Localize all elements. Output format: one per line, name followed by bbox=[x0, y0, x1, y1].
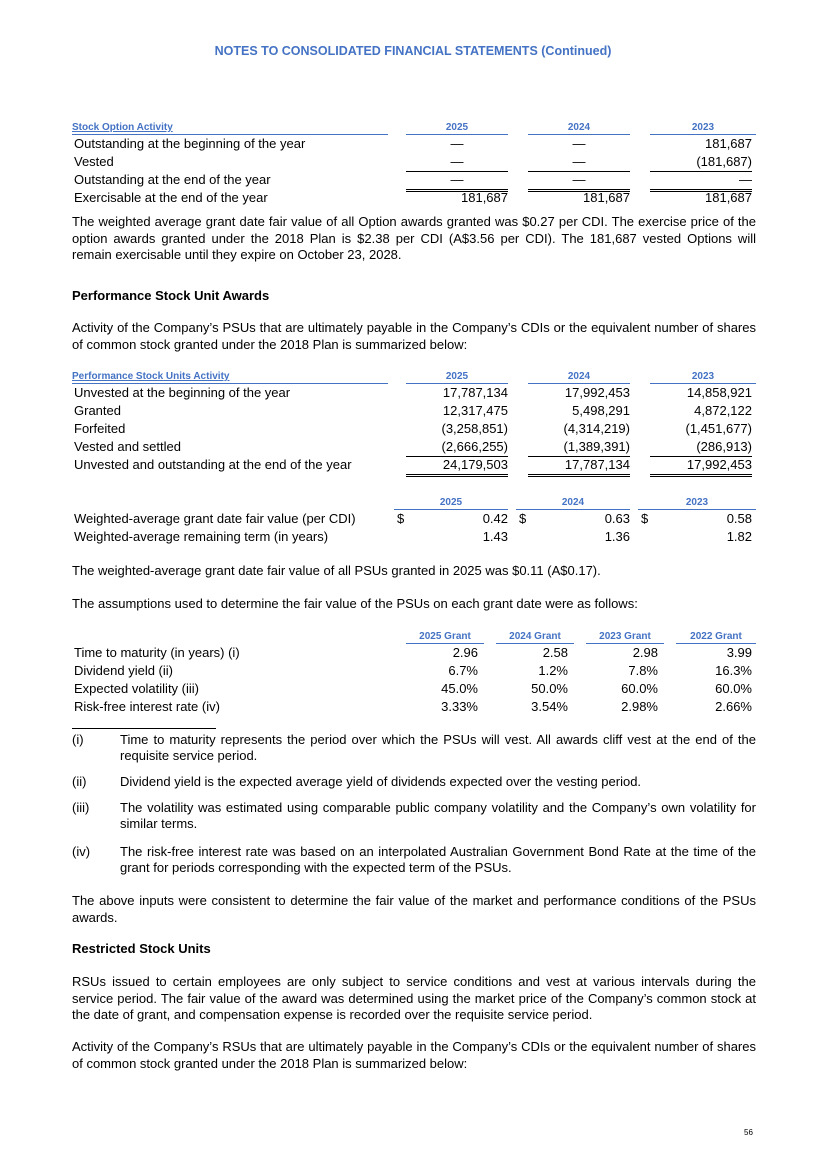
column-header: 2025 bbox=[394, 496, 508, 510]
assumptions-table bbox=[72, 630, 756, 716]
cell-value: 3.99 bbox=[726, 645, 752, 660]
table-row bbox=[72, 402, 756, 420]
column-header: 2024 bbox=[528, 121, 630, 135]
inputs-paragraph: The above inputs were consistent to determine the fair value of the market and performance conditions of the PSUs awards. bbox=[72, 893, 756, 925]
cell-value: 24,179,503 bbox=[406, 456, 508, 477]
cell-value: — bbox=[572, 136, 586, 151]
row-label: Expected volatility (iii) bbox=[74, 681, 199, 696]
row-label: Unvested and outstanding at the end of the year bbox=[74, 457, 352, 472]
cell-value: 0.58 bbox=[726, 511, 752, 526]
cell-value: 50.0% bbox=[531, 681, 568, 696]
row-label: Risk-free interest rate (iv) bbox=[74, 699, 220, 714]
cell-value: 1.36 bbox=[604, 529, 630, 544]
table-row bbox=[72, 680, 756, 698]
cell-value: 6.7% bbox=[448, 663, 478, 678]
row-label: Vested and settled bbox=[74, 439, 181, 454]
options-paragraph: The weighted average grant date fair value of all Option awards granted was $0.27 per CDI. The exercise price of the option awards granted under the 2018 Plan is $2.38 per CDI (A$3.56 per CDI). The 181,687 vested Options will remain exercisable until they expire on October 23, 2028. bbox=[72, 214, 756, 262]
cell-value: 16.3% bbox=[715, 663, 752, 678]
footnote-mark: (i) bbox=[72, 732, 84, 747]
cell-value: (4,314,219) bbox=[563, 421, 630, 436]
row-label: Outstanding at the beginning of the year bbox=[74, 136, 306, 151]
table-row bbox=[72, 510, 756, 528]
rsu-heading: Restricted Stock Units bbox=[72, 941, 211, 956]
currency-symbol: $ bbox=[641, 511, 649, 526]
page-header: NOTES TO CONSOLIDATED FINANCIAL STATEMENTS (Continued) bbox=[214, 44, 612, 58]
footnote-mark: (iv) bbox=[72, 844, 91, 859]
cell-value: 60.0% bbox=[621, 681, 658, 696]
cell-value: 1.2% bbox=[538, 663, 568, 678]
cell-value: 181,687 bbox=[583, 190, 630, 205]
row-label: Forfeited bbox=[74, 421, 126, 436]
cell-value: — bbox=[528, 153, 630, 172]
cell-value: 0.63 bbox=[604, 511, 630, 526]
table-title: Performance Stock Units Activity bbox=[72, 370, 388, 384]
table-header-row bbox=[72, 496, 756, 510]
table-row bbox=[72, 384, 756, 402]
rsu-paragraph-1: RSUs issued to certain employees are only subject to service conditions and vest at various intervals during the service period. The fair value of the award was determined using the market price of the Company’s common stock at the date of grant, and compensation expense is recorded over the requisite service period. bbox=[72, 974, 756, 1022]
table-row bbox=[72, 528, 756, 546]
currency-symbol: $ bbox=[397, 511, 405, 526]
cell-value: 17,992,453 bbox=[564, 385, 630, 400]
footnote-separator bbox=[72, 728, 216, 729]
cell-value: 2.98% bbox=[621, 699, 658, 714]
footnote-mark: (iii) bbox=[72, 800, 90, 815]
footnote-mark: (ii) bbox=[72, 774, 87, 789]
cell-value: 45.0% bbox=[441, 681, 478, 696]
cell-value: 7.8% bbox=[628, 663, 658, 678]
stock-option-table bbox=[72, 121, 756, 207]
table-header-row bbox=[72, 370, 756, 384]
column-header: 2024 bbox=[516, 496, 630, 510]
table-row bbox=[72, 153, 756, 171]
cell-value: 4,872,122 bbox=[694, 403, 752, 418]
table-header-row bbox=[72, 630, 756, 644]
row-label: Weighted-average remaining term (in years) bbox=[74, 529, 329, 544]
row-label: Vested bbox=[74, 154, 114, 169]
table-row bbox=[72, 438, 756, 456]
table-header-row bbox=[72, 121, 756, 135]
psu-fair-value-table bbox=[72, 496, 756, 546]
cell-value: 17,787,134 bbox=[528, 456, 630, 477]
column-header: 2022 Grant bbox=[676, 630, 756, 644]
column-header: 2023 bbox=[650, 121, 756, 135]
table-row bbox=[72, 135, 756, 153]
table-row bbox=[72, 456, 756, 474]
psu-activity-table bbox=[72, 370, 756, 474]
table-row bbox=[72, 644, 756, 662]
psu-fair-value-paragraph: The weighted-average grant date fair value of all PSUs granted in 2025 was $0.11 (A$0.17). bbox=[72, 563, 601, 578]
cell-value: — bbox=[406, 153, 508, 172]
cell-value: — bbox=[650, 171, 752, 192]
column-header: 2024 bbox=[528, 370, 630, 384]
cell-value: 60.0% bbox=[715, 681, 752, 696]
footnote-text: The risk-free interest rate was based on an interpolated Australian Government Bond Rate at the time of the grant for periods corresponding with the expected term of the PSUs. bbox=[120, 844, 756, 875]
psu-intro: Activity of the Company’s PSUs that are ultimately payable in the Company’s CDIs or the equivalent number of shares of common stock granted under the 2018 Plan is summarized below: bbox=[72, 320, 756, 352]
row-label: Dividend yield (ii) bbox=[74, 663, 173, 678]
cell-value: 2.66% bbox=[715, 699, 752, 714]
cell-value: 2.58 bbox=[542, 645, 568, 660]
row-label: Outstanding at the end of the year bbox=[74, 172, 271, 187]
cell-value: 1.43 bbox=[482, 529, 508, 544]
table-title: Stock Option Activity bbox=[72, 121, 388, 135]
cell-value: 181,687 bbox=[705, 190, 752, 205]
column-header: 2023 bbox=[638, 496, 756, 510]
table-row bbox=[72, 189, 756, 207]
row-label: Unvested at the beginning of the year bbox=[74, 385, 291, 400]
psu-heading: Performance Stock Unit Awards bbox=[72, 288, 270, 303]
cell-value: 17,787,134 bbox=[442, 385, 508, 400]
footnote-text: The volatility was estimated using comparable public company volatility and the Company’s own volatility for similar terms. bbox=[120, 800, 756, 831]
row-label: Weighted-average grant date fair value (per CDI) bbox=[74, 511, 356, 526]
cell-value: — bbox=[450, 136, 464, 151]
cell-value: 0.42 bbox=[482, 511, 508, 526]
row-label: Time to maturity (in years) (i) bbox=[74, 645, 240, 660]
cell-value: 3.33% bbox=[441, 699, 478, 714]
cell-value: 14,858,921 bbox=[686, 385, 752, 400]
column-header: 2023 Grant bbox=[586, 630, 664, 644]
cell-value: — bbox=[406, 171, 508, 192]
table-row bbox=[72, 420, 756, 438]
cell-value: 2.96 bbox=[452, 645, 478, 660]
currency-symbol: $ bbox=[519, 511, 527, 526]
cell-value: (3,258,851) bbox=[441, 421, 508, 436]
table-row bbox=[72, 171, 756, 189]
cell-value: 5,498,291 bbox=[572, 403, 630, 418]
table-row bbox=[72, 698, 756, 716]
cell-value: (1,451,677) bbox=[685, 421, 752, 436]
column-header: 2023 bbox=[650, 370, 756, 384]
cell-value: (286,913) bbox=[650, 438, 752, 457]
cell-value: 17,992,453 bbox=[650, 456, 752, 477]
footnote-text: Dividend yield is the expected average yield of dividends expected over the vesting period. bbox=[120, 774, 642, 789]
cell-value: 181,687 bbox=[461, 190, 508, 205]
cell-value: 1.82 bbox=[726, 529, 752, 544]
cell-value: (181,687) bbox=[650, 153, 752, 172]
row-label: Exercisable at the end of the year bbox=[74, 190, 268, 205]
cell-value: (1,389,391) bbox=[528, 438, 630, 457]
column-header: 2025 Grant bbox=[406, 630, 484, 644]
rsu-paragraph-2: Activity of the Company’s RSUs that are ultimately payable in the Company’s CDIs or the equivalent number of shares of common stock granted under the 2018 Plan is summarized below: bbox=[72, 1039, 756, 1071]
cell-value: 12,317,475 bbox=[442, 403, 508, 418]
cell-value: 2.98 bbox=[632, 645, 658, 660]
footnote-text: Time to maturity represents the period over which the PSUs will vest. All awards cliff vest at the end of the requisite service period. bbox=[120, 732, 756, 763]
row-label: Granted bbox=[74, 403, 121, 418]
assumptions-intro: The assumptions used to determine the fair value of the PSUs on each grant date were as follows: bbox=[72, 596, 638, 611]
cell-value: — bbox=[528, 171, 630, 192]
cell-value: (2,666,255) bbox=[406, 438, 508, 457]
cell-value: 181,687 bbox=[705, 136, 752, 151]
column-header: 2024 Grant bbox=[496, 630, 574, 644]
page-number: 56 bbox=[744, 1128, 753, 1137]
column-header: 2025 bbox=[406, 121, 508, 135]
column-header: 2025 bbox=[406, 370, 508, 384]
table-row bbox=[72, 662, 756, 680]
cell-value: 3.54% bbox=[531, 699, 568, 714]
